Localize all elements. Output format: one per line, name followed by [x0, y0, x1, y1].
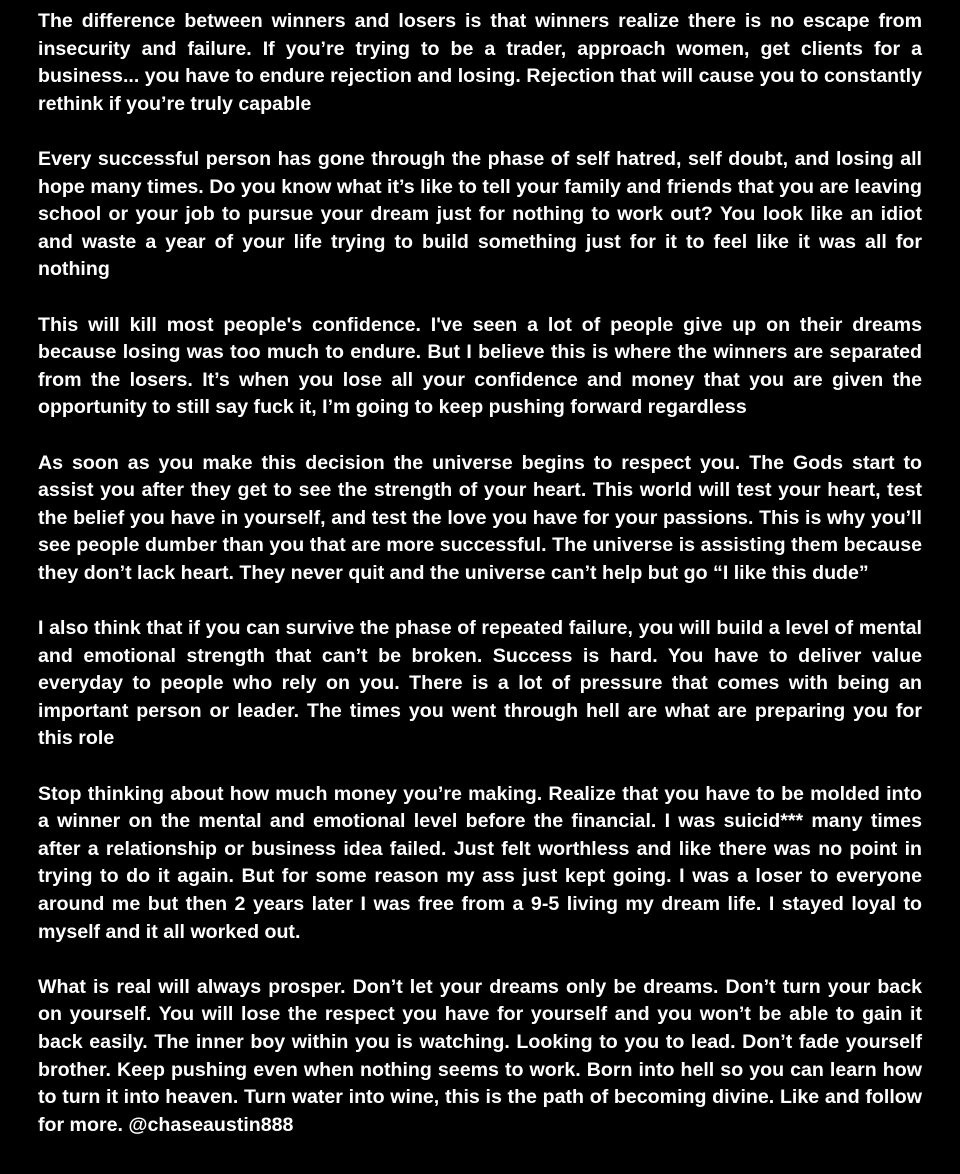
paragraph-1: The difference between winners and losers is that winners realize there is no escape from insecurity and failure. If you’re trying to be a trader, approach women, get clients for a business... you have to endure rejection and losing. Rejection that will cause you to constantly rethink if you’re truly capable [38, 10, 922, 115]
paragraph-3: This will kill most people's confidence. I've seen a lot of people give up on their dreams because losing was too much to endure. But I believe this is where the winners are separated from the losers. It’s when you lose all your confidence and money that you are given the opportunity to still say fuck it, I’m going to keep pushing forward regardless [38, 313, 922, 419]
paragraph-4: As soon as you make this decision the universe begins to respect you. The Gods start to assist you after they get to see the strength of your heart. This world will test your heart, test the belief you have in yourself, and test the love you have for your passions. This is why you’ll see people dumber than you that are more successful. The universe is assisting them because they don’t lack heart. They never quit and the universe can’t help but go “I like this dude” [38, 451, 922, 584]
paragraph-7: What is real will always prosper. Don’t let your dreams only be dreams. Don’t turn your back on yourself. You will lose the respect you have for yourself and you won’t be able to gain it back easily. The inner boy within you is watching. Looking to you to lead. Don’t fade yourself brother. Keep pushing even when nothing seems to work. Born into hell so you can learn how to turn it into heaven. Turn water into wine, this is the path of becoming divine. Like and follow for more. @chaseaustin888 [38, 975, 922, 1136]
paragraph-6: Stop thinking about how much money you’re making. Realize that you have to be molded into a winner on the mental and emotional level before the financial. I was suicid*** many times after a relationship or business idea failed. Just felt worthless and like there was no point in trying to do it again. But for some reason my ass just kept going. I was a loser to everyone around me but then 2 years later I was free from a 9-5 living my dream life. I stayed loyal to myself and it all worked out. [38, 782, 922, 943]
paragraph-2: Every successful person has gone through the phase of self hatred, self doubt, and losing all hope many times. Do you know what it’s like to tell your family and friends that you are leaving school or your job to pursue your dream just for nothing to work out? You look like an idiot and waste a year of your life trying to build something just for it to feel like it was all for nothing [38, 147, 922, 281]
paragraph-5: I also think that if you can survive the phase of repeated failure, you will build a level of mental and emotional strength that can’t be broken. Success is hard. You have to deliver value everyday to people who rely on you. There is a lot of pressure that comes with being an important person or leader. The times you went through hell are what are preparing you for this role [38, 617, 922, 750]
